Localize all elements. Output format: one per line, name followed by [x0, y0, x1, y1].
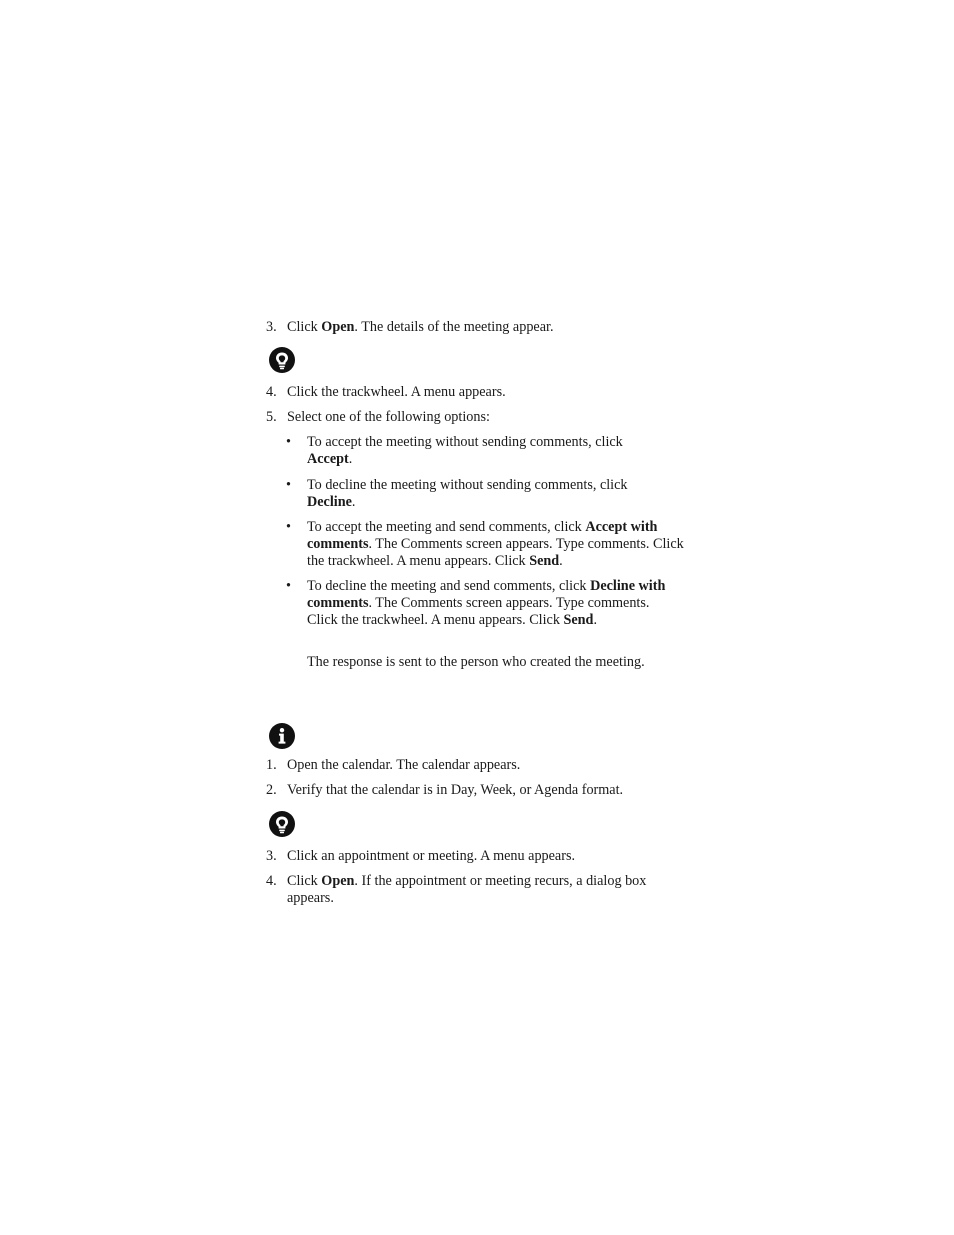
bullet-marker: • [286, 477, 291, 493]
option-text: To decline the meeting and send comments, click Decline with comments. The Comments screen appears. Type comments. Click the trackwheel. A menu appears. Click Send. [307, 578, 666, 628]
step-number: 3. [266, 848, 277, 864]
step-number: 1. [266, 757, 277, 773]
step-text: Select one of the following options: [287, 409, 490, 425]
step-text: Click Open. If the appointment or meeting recurs, a dialog box appears. [287, 873, 647, 906]
step-number: 2. [266, 782, 277, 798]
step-number: 5. [266, 409, 277, 425]
step-number: 3. [266, 319, 277, 335]
bullet-marker: • [286, 434, 291, 450]
bullet-marker: • [286, 519, 291, 535]
step-number: 4. [266, 384, 277, 400]
step-text: Click Open. The details of the meeting appear. [287, 319, 554, 335]
option-text: To accept the meeting without sending comments, click Accept. [307, 434, 623, 467]
step-text: Click the trackwheel. A menu appears. [287, 384, 506, 400]
response-note: The response is sent to the person who created the meeting. [307, 654, 645, 670]
lightbulb-icon [269, 811, 295, 837]
open-label: Open [321, 873, 355, 889]
step-text: Open the calendar. The calendar appears. [287, 757, 521, 773]
lightbulb-icon [269, 347, 295, 373]
option-text: To accept the meeting and send comments, click Accept with comments. The Comments screen appears. Type comments. Click the trackwheel. A menu appears. Click Send. [307, 519, 684, 569]
info-icon [269, 723, 295, 749]
option-text: To decline the meeting without sending comments, click Decline. [307, 477, 628, 510]
bullet-marker: • [286, 578, 291, 594]
step-text: Click an appointment or meeting. A menu appears. [287, 848, 576, 864]
step-text: Verify that the calendar is in Day, Week, or Agenda format. [287, 782, 624, 798]
step-number: 4. [266, 873, 277, 889]
open-label: Open [321, 319, 355, 335]
